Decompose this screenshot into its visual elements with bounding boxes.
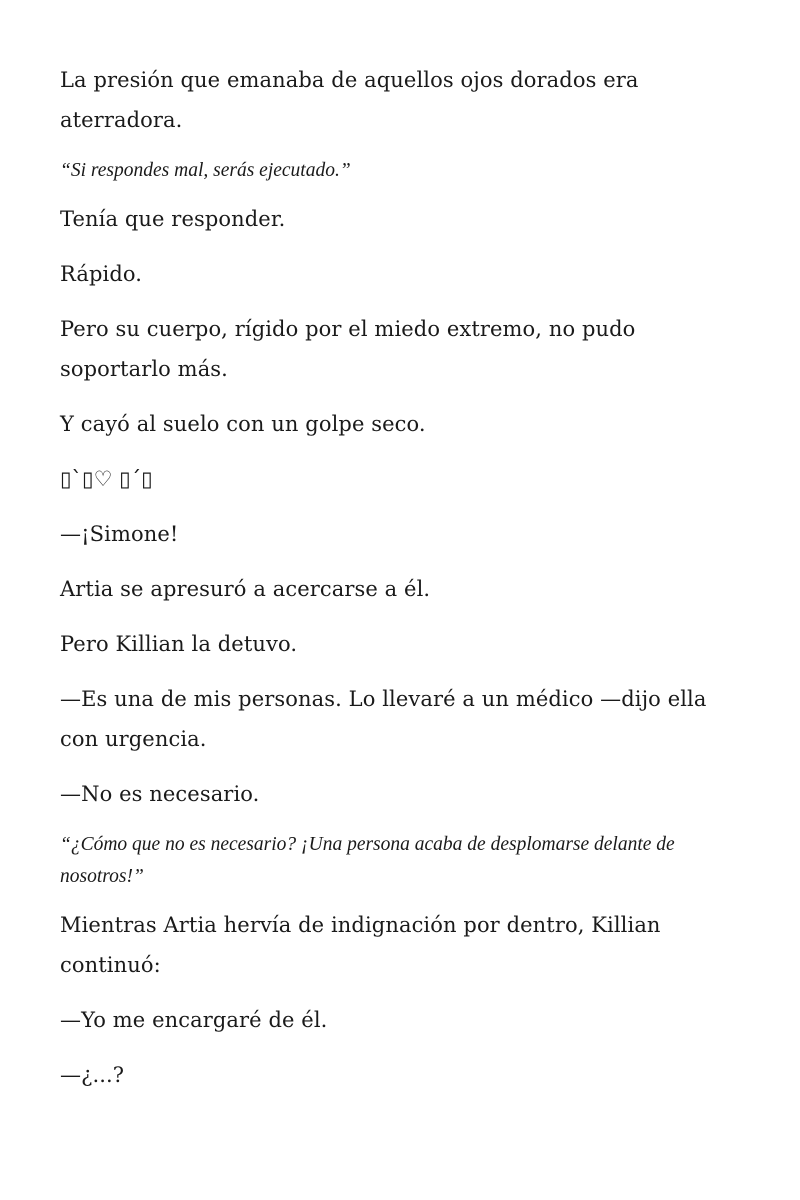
- paragraph: La presión que emanaba de aquellos ojos dorados era aterradora.: [60, 68, 639, 132]
- paragraph: Artia se apresuró a acercarse a él.: [60, 577, 431, 601]
- document-body: [60, 60, 740, 1110]
- dialogue-line: —¿...?: [60, 1063, 125, 1087]
- paragraph: Rápido.: [60, 262, 143, 286]
- paragraph: Y cayó al suelo con un golpe seco.: [60, 412, 426, 436]
- scene-separator: ▯`▯♡ ▯´▯: [60, 467, 153, 491]
- paragraph: Pero Killian la detuvo.: [60, 632, 298, 656]
- dialogue-line: —Es una de mis personas. Lo llevaré a un médico —dijo ella con urgencia.: [60, 687, 707, 751]
- inner-thought: “¿Cómo que no es necesario? ¡Una persona acaba de desplomarse delante de nosotros!”: [60, 834, 675, 887]
- paragraph: Tenía que responder.: [60, 207, 286, 231]
- inner-thought: “Si respondes mal, serás ejecutado.”: [60, 160, 351, 181]
- paragraph: Mientras Artia hervía de indignación por dentro, Killian continuó:: [60, 913, 661, 977]
- dialogue-line: —¡Simone!: [60, 522, 179, 546]
- dialogue-line: —Yo me encargaré de él.: [60, 1008, 328, 1032]
- dialogue-line: —No es necesario.: [60, 782, 260, 806]
- paragraph: Pero su cuerpo, rígido por el miedo extremo, no pudo soportarlo más.: [60, 317, 636, 381]
